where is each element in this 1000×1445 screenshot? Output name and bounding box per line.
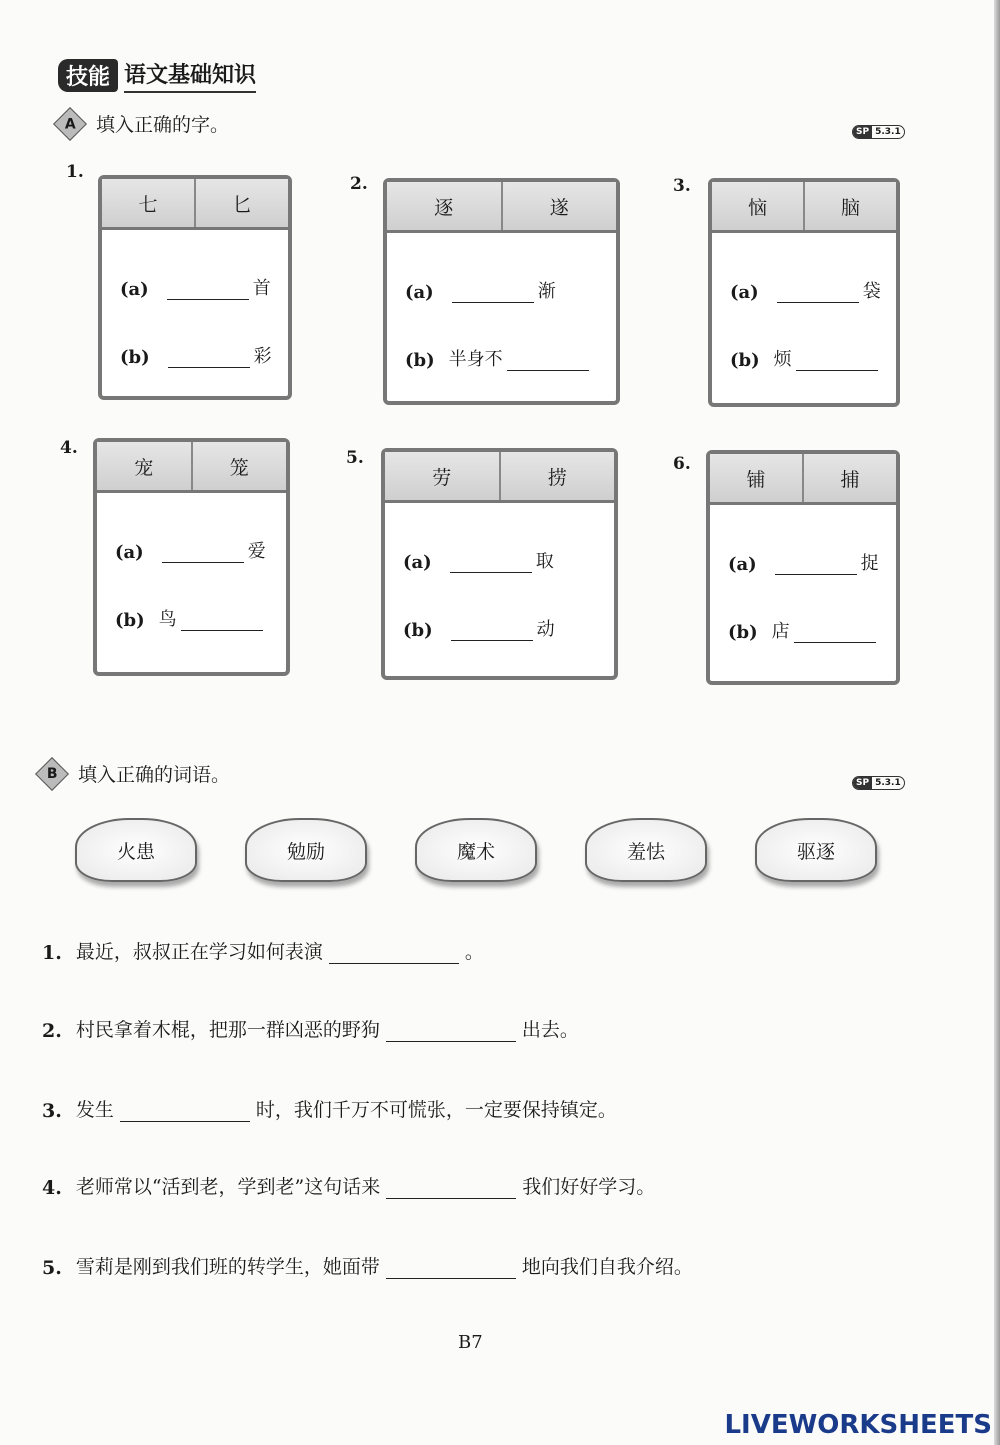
char-option: 捕 <box>802 454 896 502</box>
answer-blank[interactable] <box>181 629 263 631</box>
answer-blank[interactable] <box>168 366 250 368</box>
answer-blank[interactable] <box>451 639 533 641</box>
suffix-text: 袋 <box>862 281 881 302</box>
title-text: 语文基础知识 <box>124 58 256 93</box>
question-number: 3. <box>673 176 691 196</box>
sentence-suffix: 时，我们千万不可慌张，一定要保持镇定。 <box>255 1099 617 1121</box>
blank-row-b <box>405 345 593 371</box>
char-option: 劳 <box>432 466 452 489</box>
char-option: 七 <box>138 193 158 216</box>
row-label: (b) <box>120 347 150 368</box>
word-bank <box>75 818 877 882</box>
char-choice-box <box>708 178 900 407</box>
answer-blank[interactable] <box>167 298 249 300</box>
sentence-item <box>42 937 484 964</box>
answer-blank[interactable] <box>386 1197 516 1199</box>
char-option: 逐 <box>434 196 454 219</box>
answer-blank[interactable] <box>796 369 878 371</box>
row-label: (a) <box>403 552 432 573</box>
blank-row-a <box>405 277 556 303</box>
word-bubble: 驱逐 <box>755 818 877 882</box>
blank-row-b <box>730 345 882 371</box>
char-option: 宠 <box>134 456 154 479</box>
skill-tag: 技能 <box>58 59 118 92</box>
answer-blank[interactable] <box>452 301 534 303</box>
char-option: 铺 <box>746 468 766 491</box>
question-number: 6. <box>673 454 691 474</box>
word-bubble: 火患 <box>75 818 197 882</box>
sentence-prefix: 村民拿着木棍，把那一群凶恶的野狗 <box>75 1019 380 1041</box>
sp-code-badge: SP 5.3.1 <box>852 125 905 139</box>
page-number: B7 <box>458 1332 483 1353</box>
sentence-suffix: 地向我们自我介绍。 <box>521 1256 693 1278</box>
diamond-icon: B <box>35 757 69 791</box>
sentence-number: 1. <box>42 942 62 964</box>
suffix-text: 取 <box>535 551 554 572</box>
row-label: (b) <box>405 350 435 371</box>
blank-row-a <box>120 274 271 300</box>
answer-blank[interactable] <box>386 1277 516 1279</box>
row-label: (b) <box>730 350 760 371</box>
suffix-text: 捉 <box>860 553 879 574</box>
sentence-number: 2. <box>42 1020 62 1042</box>
sentence-suffix: 。 <box>464 941 484 963</box>
sentence-item <box>42 1095 617 1122</box>
answer-blank[interactable] <box>450 571 532 573</box>
answer-blank[interactable] <box>329 962 459 964</box>
section-a-heading <box>58 110 229 137</box>
section-a-instruction: 填入正确的字。 <box>96 114 230 136</box>
char-option: 遂 <box>501 182 617 230</box>
blank-row-a <box>730 277 881 303</box>
char-choice-box <box>383 178 620 405</box>
char-option: 脑 <box>803 182 896 230</box>
prefix-text: 店 <box>771 621 790 642</box>
row-label: (a) <box>115 542 144 563</box>
prefix-text: 烦 <box>773 349 792 370</box>
prefix-text: 半身不 <box>448 349 503 370</box>
sentence-suffix: 出去。 <box>521 1019 579 1041</box>
char-option: 恼 <box>747 196 767 219</box>
word-bubble: 魔术 <box>415 818 537 882</box>
word-bubble: 羞怯 <box>585 818 707 882</box>
blank-row-b <box>120 342 272 368</box>
row-label: (a) <box>730 282 759 303</box>
answer-blank[interactable] <box>386 1040 516 1042</box>
row-label: (a) <box>728 554 757 575</box>
question-number: 4. <box>60 438 78 458</box>
answer-blank[interactable] <box>507 369 589 371</box>
sentence-number: 3. <box>42 1100 62 1122</box>
answer-blank[interactable] <box>162 561 244 563</box>
suffix-text: 彩 <box>253 346 272 367</box>
scan-edge <box>994 0 1000 1445</box>
row-label: (b) <box>728 622 758 643</box>
question-number: 2. <box>350 174 368 194</box>
answer-blank[interactable] <box>775 573 857 575</box>
suffix-text: 首 <box>252 278 271 299</box>
prefix-text: 鸟 <box>158 609 177 630</box>
blank-row-b <box>728 617 880 643</box>
sentence-item <box>42 1015 579 1042</box>
suffix-text: 渐 <box>537 281 556 302</box>
page-title <box>58 58 256 93</box>
question-number: 5. <box>346 448 364 468</box>
question-number: 1. <box>66 162 84 182</box>
sentence-item <box>42 1172 655 1199</box>
sentence-prefix: 雪莉是刚到我们班的转学生，她面带 <box>75 1256 380 1278</box>
row-label: (a) <box>120 279 149 300</box>
row-label: (a) <box>405 282 434 303</box>
char-choice-box <box>93 438 290 676</box>
row-label: (b) <box>403 620 433 641</box>
char-option: 笼 <box>191 442 287 490</box>
sentence-number: 5. <box>42 1257 62 1279</box>
sentence-prefix: 发生 <box>75 1099 114 1121</box>
liveworksheets-logo: LIVEWORKSHEETS <box>724 1410 992 1440</box>
diamond-icon: A <box>53 107 87 141</box>
suffix-text: 动 <box>536 619 555 640</box>
sentence-suffix: 我们好好学习。 <box>522 1176 656 1198</box>
word-bubble: 勉励 <box>245 818 367 882</box>
sentence-prefix: 最近，叔叔正在学习如何表演 <box>75 941 323 963</box>
sentence-number: 4. <box>42 1177 62 1199</box>
char-option: 捞 <box>499 452 615 500</box>
sentence-item <box>42 1252 693 1279</box>
sentence-prefix: 老师常以“活到老，学到老”这句话来 <box>75 1176 381 1198</box>
section-b-heading <box>40 760 230 787</box>
char-choice-box <box>706 450 900 685</box>
answer-blank[interactable] <box>794 641 876 643</box>
char-choice-box <box>98 175 292 400</box>
blank-row-b <box>403 615 555 641</box>
blank-row-a <box>403 547 554 573</box>
char-option: 匕 <box>194 179 288 227</box>
char-choice-box <box>381 448 618 680</box>
blank-row-a <box>115 537 266 563</box>
section-b-instruction: 填入正确的词语。 <box>78 764 231 786</box>
sp-code-badge: SP 5.3.1 <box>852 776 905 790</box>
suffix-text: 爱 <box>247 541 266 562</box>
answer-blank[interactable] <box>777 301 859 303</box>
answer-blank[interactable] <box>120 1120 250 1122</box>
row-label: (b) <box>115 610 145 631</box>
blank-row-b <box>115 605 267 631</box>
blank-row-a <box>728 549 879 575</box>
